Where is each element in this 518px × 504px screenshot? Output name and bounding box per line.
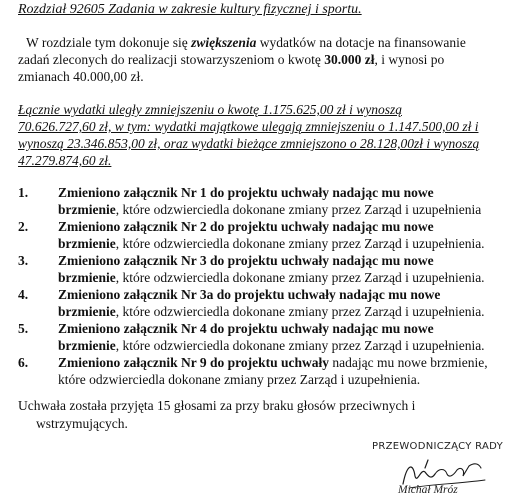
summary-line: wynoszą 23.346.853,00 zł, oraz wydatki bieżące zmniejszono o 28.128,00zł i wynoszą bbox=[18, 136, 480, 151]
list-item-rest: , które odzwierciedla dokonane zmiany przez Zarząd i uzupełnienia. bbox=[115, 236, 485, 251]
list-item-number: 4. bbox=[18, 287, 29, 302]
list-item-line: Zmieniono załącznik Nr 4 do projektu uchwały nadając mu nowe bbox=[58, 321, 434, 336]
list-item-line: Zmieniono załącznik Nr 3 do projektu uchwały nadając mu nowe bbox=[58, 253, 434, 268]
list-item-text bbox=[58, 184, 514, 218]
list-item-emphasis: brzmienie bbox=[58, 270, 116, 285]
list-item-rest: , które odzwierciedla dokonane zmiany przez Zarząd i uzupełnienia. bbox=[115, 304, 485, 319]
intro-amount: 30.000 zł bbox=[324, 52, 375, 67]
list-item-line bbox=[58, 354, 514, 371]
list-item-number: 6. bbox=[18, 355, 29, 370]
list-item-emphasis: brzmienie bbox=[58, 338, 116, 353]
intro-text: , i wynosi po bbox=[374, 52, 445, 67]
closing-paragraph bbox=[18, 397, 514, 433]
intro-line-2 bbox=[18, 51, 510, 68]
list-item-rest: nadając mu nowe brzmienie, bbox=[329, 355, 488, 370]
list-item-line bbox=[58, 269, 514, 286]
summary-line: 70.626.727,60 zł, w tym: wydatki majątkowe ulegają zmniejszeniu o 1.147.500,00 zł i bbox=[18, 119, 479, 134]
list-item-emphasis: brzmienie bbox=[58, 202, 116, 217]
closing-line-2: wstrzymujących. bbox=[36, 416, 128, 431]
list-item-text bbox=[58, 286, 514, 320]
list-item-text bbox=[58, 218, 514, 252]
list-item-number: 5. bbox=[18, 321, 29, 336]
list-item-line bbox=[58, 337, 514, 354]
list-item-line: Zmieniono załącznik Nr 3a do projektu uchwały nadając mu nowe bbox=[58, 287, 441, 302]
list-item-emphasis: brzmienie bbox=[58, 236, 116, 251]
list-item-rest: , które odzwierciedla dokonane zmiany przez Zarząd i uzupełnienia. bbox=[115, 270, 485, 285]
list-item-line bbox=[58, 303, 514, 320]
closing-line-1: Uchwała została przyjęta 15 głosami za przy braku głosów przeciwnych i bbox=[18, 398, 416, 413]
list-item-rest: , które odzwierciedla dokonane zmiany przez Zarząd i uzupełnienia. bbox=[115, 338, 485, 353]
list-item-text bbox=[58, 354, 514, 388]
intro-line-3: zmianach 40.000,00 zł. bbox=[18, 69, 144, 84]
list-item-line: Zmieniono załącznik Nr 2 do projektu uchwały nadając mu nowe bbox=[58, 219, 434, 234]
list-item-line bbox=[58, 235, 514, 252]
list-item-number: 2. bbox=[18, 219, 29, 234]
list-item-emphasis: Zmieniono załącznik Nr 9 do projektu uchwały bbox=[58, 355, 330, 370]
list-item-line: które odzwierciedla dokonane zmiany przez Zarząd i uzupełnienia. bbox=[58, 372, 421, 387]
list-item-line bbox=[58, 201, 514, 218]
list-item-number: 3. bbox=[18, 253, 29, 268]
section-heading: Rozdział 92605 Zadania w zakresie kultury fizycznej i sportu. bbox=[18, 2, 362, 17]
intro-text: zadań zleconych do realizacji stowarzyszeniom o kwotę bbox=[18, 52, 325, 67]
list-item-line: Zmieniono załącznik Nr 1 do projektu uchwały nadając mu nowe bbox=[58, 185, 434, 200]
list-item-text bbox=[58, 252, 514, 286]
intro-text: wydatków na dotacje na finansowanie bbox=[256, 35, 466, 50]
summary-line: 47.279.874,60 zł. bbox=[18, 153, 112, 168]
intro-emphasis: zwiększenia bbox=[191, 35, 257, 50]
intro-text: W rozdziale tym dokonuje się bbox=[26, 35, 192, 50]
intro-line-1 bbox=[18, 34, 510, 51]
list-item-emphasis: brzmienie bbox=[58, 304, 116, 319]
list-item-number: 1. bbox=[18, 185, 29, 200]
stamp-title: PRZEWODNICZĄCY RADY bbox=[372, 441, 503, 452]
summary-line: Łącznie wydatki uległy zmniejszeniu o kwotę 1.175.625,00 zł i wynoszą bbox=[18, 102, 402, 117]
list-item-rest: , które odzwierciedla dokonane zmiany przez Zarząd i uzupełnienia bbox=[115, 202, 482, 217]
list-item-text bbox=[58, 320, 514, 354]
intro-paragraph bbox=[18, 34, 510, 85]
expenditure-summary bbox=[18, 101, 514, 169]
stamp-name: Michał Mróz bbox=[398, 484, 458, 496]
